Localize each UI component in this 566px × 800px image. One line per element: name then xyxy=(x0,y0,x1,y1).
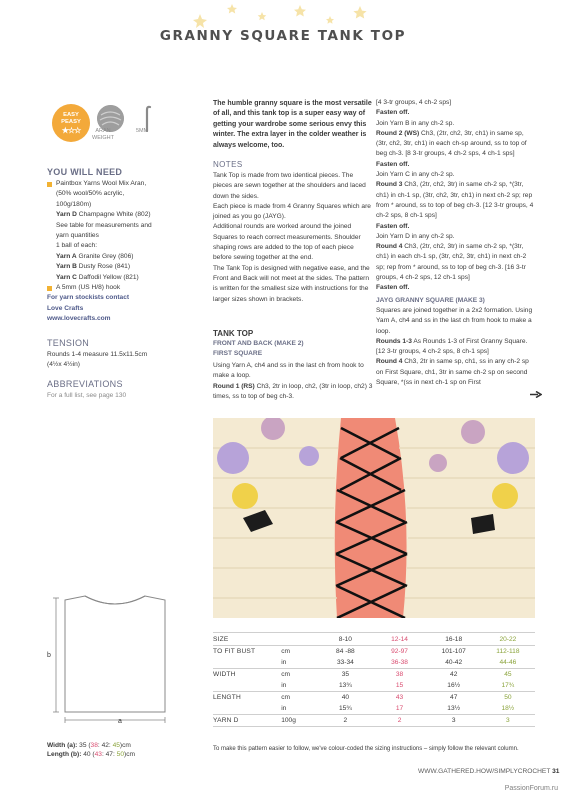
size-value: 101-107 xyxy=(427,646,481,658)
measurements xyxy=(47,741,135,759)
list-item: A 5mm (US H/8) hook xyxy=(47,283,182,293)
size-value: 16-18 xyxy=(427,633,481,646)
size-value: 15 xyxy=(395,682,404,689)
list-item: Yarn A Granite Grey (806) xyxy=(56,252,134,260)
difficulty-line-1: EASY xyxy=(63,112,79,118)
table-row xyxy=(213,646,535,658)
size-value: 43 xyxy=(372,692,426,704)
row-label xyxy=(213,680,281,692)
size-value: 92-97 xyxy=(372,646,426,658)
size-value: 13½ xyxy=(447,705,461,712)
table-row xyxy=(213,633,535,646)
tension-heading: TENSION xyxy=(47,338,90,348)
list-item: (50% wool/50% acrylic, xyxy=(56,190,125,198)
stockists-link[interactable]: www.lovecrafts.com xyxy=(47,315,111,323)
row-unit: 100g xyxy=(281,715,318,727)
size-value: 36-38 xyxy=(391,659,408,666)
row-unit: in xyxy=(281,659,287,666)
size-value: 3 xyxy=(481,715,535,727)
list-item: yarn quantities xyxy=(56,232,99,240)
list-item: Yarn C Daffodil Yellow (821) xyxy=(56,273,139,281)
row-label: YARN D xyxy=(213,715,281,727)
size-value: 45 xyxy=(481,669,535,681)
size-value: 17 xyxy=(395,705,404,712)
tank-top-photo xyxy=(213,418,535,618)
stockists-text: For yarn stockists contact xyxy=(47,294,130,302)
row-unit: in xyxy=(281,682,287,689)
size-value: 47 xyxy=(427,692,481,704)
row-unit: cm xyxy=(281,669,318,681)
jayg-heading: JAYG GRANNY SQUARE (MAKE 3) xyxy=(376,296,485,304)
materials-list xyxy=(47,179,182,325)
size-value: 42 xyxy=(427,669,481,681)
list-item: 100g/180m) xyxy=(56,200,92,208)
list-item: 1 ball of each: xyxy=(56,242,98,250)
page-footer: WWW.GATHERED.HOW/SIMPLYCROCHET 31 xyxy=(418,768,560,775)
table-row xyxy=(213,715,535,727)
table-row xyxy=(213,669,535,681)
size-value: 18½ xyxy=(501,705,515,712)
length-label: b xyxy=(47,652,51,659)
row-label: LENGTH xyxy=(213,692,281,704)
row-label: WIDTH xyxy=(213,669,281,681)
size-value: 84 -88 xyxy=(318,646,372,658)
difficulty-badge xyxy=(52,104,90,142)
first-square-heading: FIRST SQUARE xyxy=(213,350,263,357)
continue-arrow-icon xyxy=(530,391,542,398)
size-value: 8-10 xyxy=(318,633,372,646)
row-label: SIZE xyxy=(213,633,281,646)
abbreviations-heading: ABBREVIATIONS xyxy=(47,379,123,389)
first-square-instructions: Using Yarn A, ch4 and ss in the last ch from hook to make a loop. Round 1 (RS) Ch3, 2tr in loop, ch2, (3tr in loop, ch2) 3 times, ss to top of beg ch-3. xyxy=(213,362,373,400)
watermark: PassionForum.ru xyxy=(504,785,558,792)
size-value: 44-46 xyxy=(499,659,517,666)
table-row xyxy=(213,680,535,692)
size-value: 17¾ xyxy=(501,682,515,689)
difficulty-line-2: PEASY xyxy=(61,119,81,125)
tension-text: Rounds 1-4 measure 11.5x11.5cm (4½x 4½in) xyxy=(47,351,148,368)
size-value: 40-42 xyxy=(445,659,463,666)
pattern-instructions: [4 3-tr groups, 4 ch-2 sps] Fasten off. Join Yarn B in any ch-2 sp. Round 2 (WS) Ch3, (2tr, ch2, 3tr, ch1) in same sp, (3tr, ch2, 3tr, ch1) in each ch-sp around, ss to top of beg ch-3. [8 3-tr groups, 4 ch-2 sps, 4 ch-1 sps] Fasten off. Join Yarn C in any ch-2 sp. Round 3 Ch3, (2tr, ch2, 3tr) in same ch-2 sp, *(3tr, ch1) in ch-1 sp, (3tr, ch2, 3tr, ch1) in next ch-2 sp; rep from * around, ss to top of beg ch-3. [12 3-tr groups, 4 ch-2 sps, 8 ch-1 sps] Fasten off. Join Yarn D in any ch-2 sp. Round 4 Ch3, (2tr, ch2, 3tr) in same ch-2 sp, *(3tr, ch1) in each ch-1 sp, (3tr, ch2, 3tr, ch1) in next ch-2 sp; rep from * around, ss to top of beg ch-3. [16 3-tr groups, 4 ch-2 sps, 12 ch-1 sps] Fasten off. JAYG GRANNY SQUARE (MAKE 3) Squares are joined together in a 2x2 formation. Using Yarn A, ch4 and ss in the last ch from hook to make a loop. Rounds 1-3 As Rounds 1-3 of First Granny Square. [12 3-tr groups, 4 ch-2 sps, 8 ch-1 sps] Round 4 Ch3, 2tr in same sp, ch1, ss in any ch-2 sp on First Square, ch1, 3tr in same ch-2 sp on second Square, *(ss in next ch-1 sp on First xyxy=(376,98,536,388)
length-measurement: Length (b): 40 (43: 47: 50)cm xyxy=(47,751,135,758)
tank-top-heading: TANK TOP xyxy=(213,329,254,338)
notes-heading: NOTES xyxy=(213,160,243,169)
page-title: GRANNY SQUARE TANK TOP xyxy=(159,28,407,44)
you-will-need-heading: YOU WILL NEED xyxy=(47,167,123,177)
table-row xyxy=(213,692,535,704)
table-row xyxy=(213,703,535,715)
row-label: TO FIT BUST xyxy=(213,646,281,658)
row-label xyxy=(213,703,281,715)
table-footnote: To make this pattern easier to follow, we've colour-coded the sizing instructions – simply follow the relevant column. xyxy=(213,746,519,752)
size-value: 50 xyxy=(481,692,535,704)
size-value: 12-14 xyxy=(372,633,426,646)
difficulty-stars-icon: ★☆☆ xyxy=(61,126,81,135)
size-value: 15¾ xyxy=(338,705,352,712)
size-value: 3 xyxy=(427,715,481,727)
yarn-weight-label: ARAN WEIGHT xyxy=(92,128,114,141)
row-unit: in xyxy=(281,705,287,712)
size-value: 112-118 xyxy=(481,646,535,658)
front-back-heading: FRONT AND BACK (MAKE 2) xyxy=(213,340,304,347)
width-label: a xyxy=(118,718,122,725)
size-value: 16½ xyxy=(447,682,461,689)
row-label xyxy=(213,657,281,669)
garment-schematic xyxy=(40,592,190,732)
intro-paragraph: The humble granny square is the most versatile of all, and this tank top is a super easy way of getting your wardrobe some serious envy this winter. The extra layer in the colder weather is always welcome, too. xyxy=(213,100,372,149)
size-value: 20-22 xyxy=(481,633,535,646)
table-row xyxy=(213,657,535,669)
abbreviations-text: For a full list, see page 130 xyxy=(47,392,127,399)
size-value: 35 xyxy=(318,669,372,681)
size-table xyxy=(213,632,535,727)
list-item: Yarn D Champagne White (802) xyxy=(56,211,151,219)
size-value: 2 xyxy=(372,715,426,727)
row-unit: cm xyxy=(281,646,318,658)
list-item: See table for measurements and xyxy=(56,221,152,229)
width-measurement: Width (a): 35 (38: 42: 45)cm xyxy=(47,742,131,749)
size-value: 40 xyxy=(318,692,372,704)
row-unit xyxy=(281,633,318,646)
size-value: 38 xyxy=(372,669,426,681)
size-value: 33-34 xyxy=(336,659,354,666)
size-value: 13¾ xyxy=(338,682,352,689)
list-item: Paintbox Yarns Wool Mix Aran, xyxy=(47,179,182,189)
stockists-name: Love Crafts xyxy=(47,304,84,312)
list-item: Yarn B Dusty Rose (841) xyxy=(56,263,131,271)
hook-size-label: 5MM xyxy=(136,128,149,134)
row-unit: cm xyxy=(281,692,318,704)
notes-text: Tank Top is made from two identical pieces. The pieces are sewn together at the shoulders and laced down the sides. Each piece is made from 4 Granny Squares which are joined as you go (JAYG). Additional rounds are worked around the joined Squares to reach correct measurements. Shoulder shaping rows are added to the top of each piece before sewing together at the end. The Tank Top is designed with negative ease, and the Front and Back will not meet at the sides. The pattern is written for the smallest size with instructions for the larger sizes shown in brackets. xyxy=(213,172,371,303)
size-value: 2 xyxy=(318,715,372,727)
